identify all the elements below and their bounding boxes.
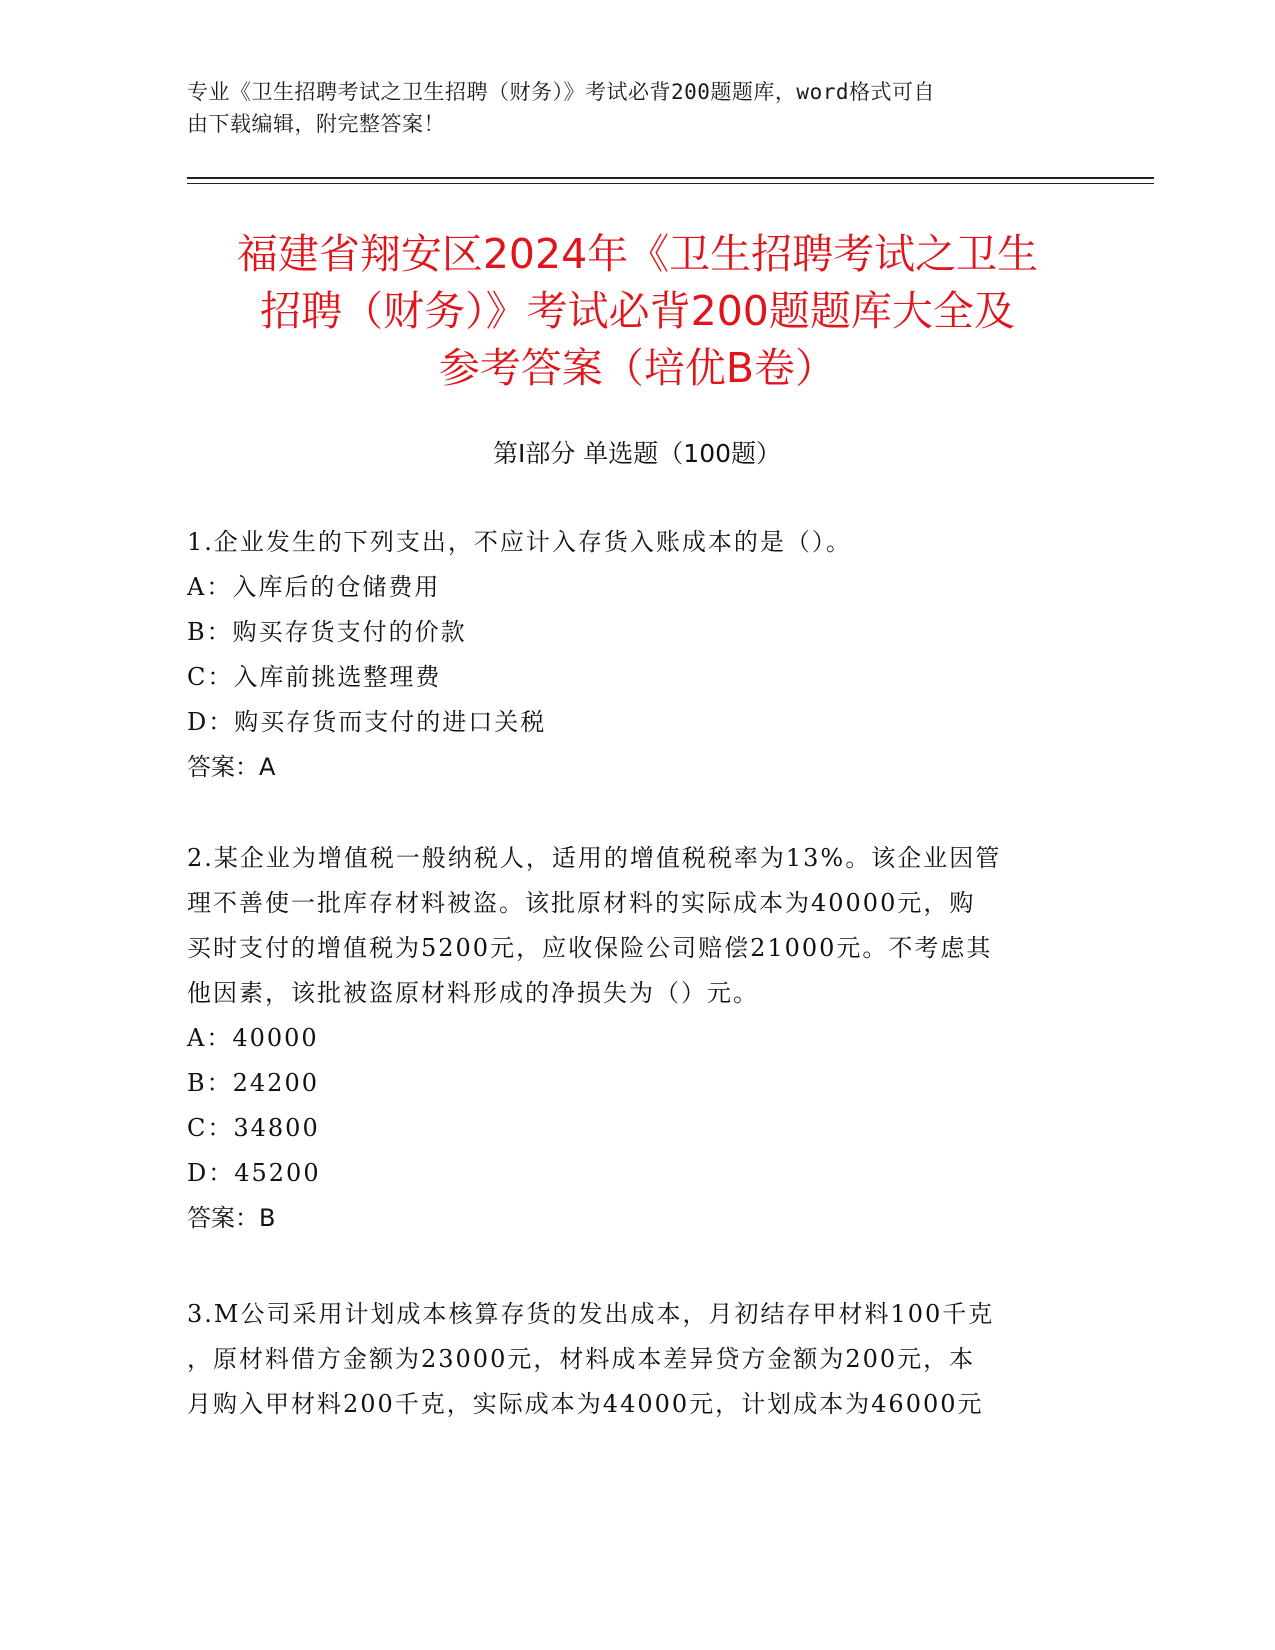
title-line: 福建省翔安区2024年《卫生招聘考试之卫生 [236,230,1039,278]
header-note-line: 专业《卫生招聘考试之卫生招聘（财务）》考试必背200题题库，word格式可自 [187,80,935,104]
option-c: C：34800 [187,1114,320,1142]
header-note [187,76,1067,140]
header-rule-thin [187,183,1154,184]
option-a: A：40000 [187,1024,319,1052]
answer: 答案：A [187,753,276,781]
question-stem: ，原材料借方金额为23000元，材料成本差异贷方金额为200元，本 [187,1345,976,1373]
question-stem: 买时支付的增值税为5200元，应收保险公司赔偿21000元。不考虑其 [187,934,993,962]
section-title: 第Ⅰ部分 单选题（100题） [492,439,782,468]
option-a: A：入库后的仓储费用 [187,573,441,601]
option-d: D：购买存货而支付的进口关税 [187,708,547,736]
document-title [170,226,1105,397]
question-stem: 理不善使一批库存材料被盗。该批原材料的实际成本为40000元，购 [187,889,976,917]
option-c: C：入库前挑选整理费 [187,663,442,691]
header-note-line: 由下载编辑，附完整答案！ [187,112,445,136]
option-b: B：24200 [187,1069,319,1097]
title-line: 参考答案（培优B卷） [438,344,837,392]
question-stem: 1.企业发生的下列支出，不应计入存货入账成本的是（）。 [187,528,852,556]
question-stem: 月购入甲材料200千克，实际成本为44000元，计划成本为46000元 [187,1390,984,1418]
question-stem: 2.某企业为增值税一般纳税人，适用的增值税税率为13%。该企业因管 [187,844,1002,872]
question-1 [187,520,1087,790]
option-d: D：45200 [187,1159,321,1187]
question-stem: 3.M公司采用计划成本核算存货的发出成本，月初结存甲材料100千克 [187,1300,995,1328]
question-2 [187,836,1087,1241]
option-b: B：购买存货支付的价款 [187,618,467,646]
question-3 [187,1292,1087,1427]
question-stem: 他因素，该批被盗原材料形成的净损失为（）元。 [187,979,759,1007]
answer: 答案：B [187,1204,276,1232]
header-rule-thick [187,177,1154,179]
title-line: 招聘（财务）》考试必背200题题库大全及 [260,287,1015,335]
